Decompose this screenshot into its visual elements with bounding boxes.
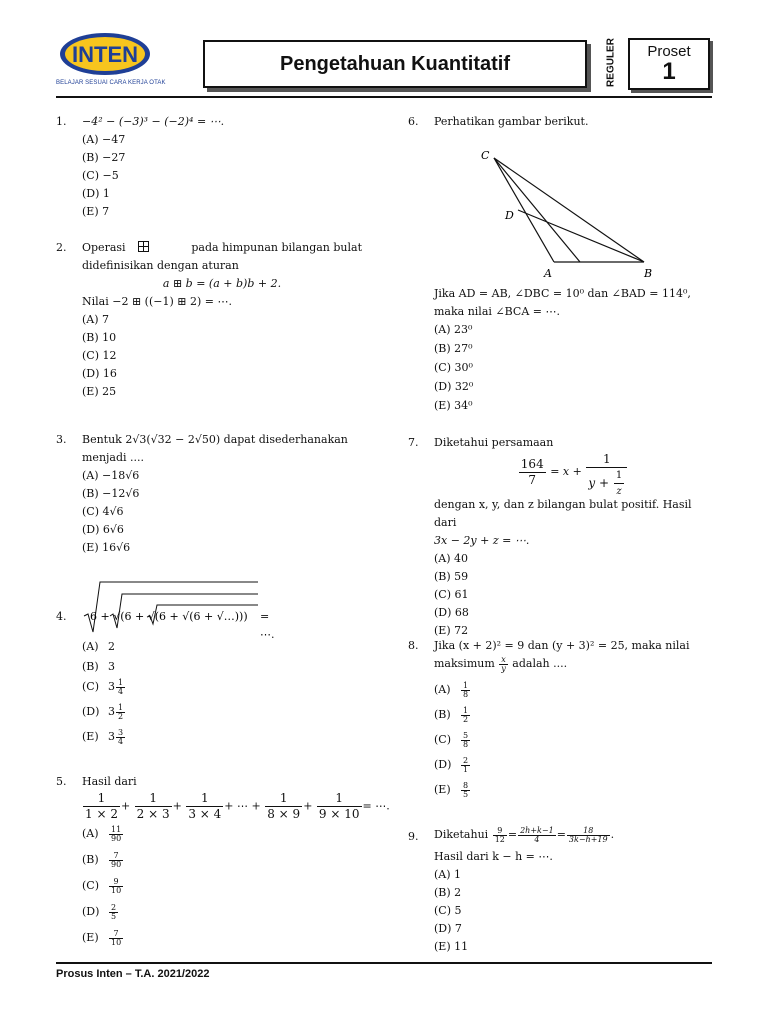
stem-line: 3x − 2y + z = ⋯. <box>434 534 530 547</box>
option-e[interactable]: (E) $\frac{8}{5}$ <box>434 780 469 799</box>
option-e[interactable]: (E) 7 <box>82 205 110 218</box>
option-d[interactable]: (D) $\frac{2}{5}$ <box>82 902 117 921</box>
option-e[interactable]: (E) 3 $\frac{3}{4}$ <box>82 727 124 746</box>
option-c[interactable]: (C) 5 <box>434 904 462 917</box>
inten-logo <box>58 30 152 78</box>
stem-line: Diketahui $\frac{9}{12}$ = $\frac{2h+k-1}{4}$ = $\frac{18}{3k-h+19}$ . <box>434 825 615 844</box>
option-d[interactable]: (D) $\frac{2}{1}$ <box>434 755 469 774</box>
option-e[interactable]: (E) $\frac{7}{10}$ <box>82 928 122 947</box>
proset-box <box>628 38 710 90</box>
stem-formula: a ⊞ b = (a + b)b + 2. <box>162 277 282 290</box>
stem-line: Jika AD = AB, ∠DBC = 10⁰ dan ∠BAD = 114⁰, <box>434 287 691 300</box>
option-a[interactable]: (A) $\frac{1}{8}$ <box>434 680 469 699</box>
question-number: 6. <box>408 115 419 128</box>
option-b[interactable]: (B) 2 <box>434 886 462 899</box>
option-d[interactable]: (D) 68 <box>434 606 469 619</box>
option-d[interactable]: (D) 3 $\frac{1}{2}$ <box>82 702 124 721</box>
stem-line: maksimum $\frac{x}{y}$ adalah .... <box>434 654 568 673</box>
option-b[interactable]: (B) 27⁰ <box>434 342 473 355</box>
stem-part: Operasi <box>82 241 126 254</box>
option-c[interactable]: (C) $\frac{9}{10}$ <box>82 876 122 895</box>
option-a[interactable]: (A) 7 <box>82 313 110 326</box>
option-a[interactable]: (A) 23⁰ <box>434 323 473 336</box>
question-number: 2. <box>56 241 67 254</box>
question-number: 8. <box>408 639 419 652</box>
option-a[interactable]: (A) −47 <box>82 133 126 146</box>
option-c[interactable]: (C) 4√6 <box>82 505 124 518</box>
option-b[interactable]: (B) $\frac{7}{90}$ <box>82 850 122 869</box>
option-c[interactable]: (C) $\frac{5}{8}$ <box>434 730 469 749</box>
question-number: 9. <box>408 830 419 843</box>
footer-text: Prosus Inten – T.A. 2021/2022 <box>56 968 210 980</box>
option-e[interactable]: (E) 72 <box>434 624 469 637</box>
stem-line: Jika (x + 2)² = 9 dan (y + 3)² = 25, maka nilai <box>434 639 690 652</box>
question-stem: −4² − (−3)³ − (−2)⁴ = ⋯. <box>82 115 225 128</box>
reguler-label: REGULER <box>605 38 617 87</box>
option-d[interactable]: (D) 16 <box>82 367 117 380</box>
option-b[interactable]: (B) 10 <box>82 331 117 344</box>
proset-label: Proset <box>647 43 691 60</box>
header-divider <box>56 96 712 98</box>
series-expression: $\frac{1}{1 \times 2}$ + $\frac{1}{2 \times 3}$ + $\frac{1}{3 \times 4}$ + ⋯ + $\frac{1}{8 \times 9}$ + $\frac{1}{9 \times 10}$ = ⋯. <box>85 791 390 821</box>
option-d[interactable]: (D) 7 <box>434 922 462 935</box>
option-a[interactable]: (A) 2 <box>82 640 115 653</box>
point-c-label: C <box>481 149 490 162</box>
option-e[interactable]: (E) 34⁰ <box>434 399 473 412</box>
stem-line: maka nilai ∠BCA = ⋯. <box>434 305 560 318</box>
box-plus-icon <box>138 241 149 252</box>
stem-question: Nilai −2 ⊞ ((−1) ⊞ 2) = ⋯. <box>82 295 232 308</box>
point-b-label: B <box>644 267 653 280</box>
option-d[interactable]: (D) 32⁰ <box>434 380 474 393</box>
option-e[interactable]: (E) 16√6 <box>82 541 131 554</box>
option-c[interactable]: (C) −5 <box>82 169 119 182</box>
title-box <box>203 40 587 88</box>
proset-number: 1 <box>662 58 676 85</box>
page-title: Pengetahuan Kuantitatif <box>279 52 510 75</box>
option-c[interactable]: (C) 12 <box>82 349 117 362</box>
option-c[interactable]: (C) 3 $\frac{1}{4}$ <box>82 677 124 696</box>
logo-tagline: BELAJAR SESUAI CARA KERJA OTAK <box>56 80 166 86</box>
option-e[interactable]: (E) 11 <box>434 940 469 953</box>
question-number: 5. <box>56 775 67 788</box>
stem-line: menjadi .... <box>82 451 145 464</box>
option-e[interactable]: (E) 25 <box>82 385 117 398</box>
logo-text: INTEN <box>72 42 138 67</box>
question-number: 1. <box>56 115 67 128</box>
option-b[interactable]: (B) $\frac{1}{2}$ <box>434 705 469 724</box>
option-c[interactable]: (C) 30⁰ <box>434 361 473 374</box>
triangle-figure <box>434 131 712 280</box>
radical-expression: 6 + √(6 + √(6 + √(6 + √…))) <box>90 610 248 623</box>
option-b[interactable]: (B) 59 <box>434 570 469 583</box>
point-d-label: D <box>505 209 514 222</box>
continued-fraction: $\frac{164}{7}$ = x + 1 y + $\frac{1}{z}$ <box>434 452 712 496</box>
stem-line: Hasil dari <box>82 775 137 788</box>
option-b[interactable]: (B) 3 <box>82 660 115 673</box>
option-d[interactable]: (D) 1 <box>82 187 110 200</box>
question-number: 4. <box>56 610 67 623</box>
option-b[interactable]: (B) −12√6 <box>82 487 140 500</box>
stem-part: pada himpunan bilangan bulat <box>191 241 362 254</box>
point-a-label: A <box>544 267 552 280</box>
stem-line: Perhatikan gambar berikut. <box>434 115 589 128</box>
option-b[interactable]: (B) −27 <box>82 151 126 164</box>
stem-line: Diketahui persamaan <box>434 436 554 449</box>
stem-tail: = ⋯. <box>260 610 275 641</box>
option-a[interactable]: (A) 40 <box>434 552 469 565</box>
question-number: 3. <box>56 433 67 446</box>
stem-line: Hasil dari k − h = ⋯. <box>434 850 553 863</box>
option-d[interactable]: (D) 6√6 <box>82 523 124 536</box>
footer-divider <box>56 962 712 964</box>
option-a[interactable]: (A) 1 <box>434 868 462 881</box>
question-number: 7. <box>408 436 419 449</box>
stem-line: didefinisikan dengan aturan <box>82 259 239 272</box>
option-a[interactable]: (A) $\frac{11}{90}$ <box>82 824 122 843</box>
option-c[interactable]: (C) 61 <box>434 588 469 601</box>
stem-line: Bentuk 2√3(√32 − 2√50) dapat disederhanakan <box>82 433 348 446</box>
option-a[interactable]: (A) −18√6 <box>82 469 140 482</box>
stem-line: dengan x, y, dan z bilangan bulat positif. Hasil dari <box>434 498 692 529</box>
nested-radical <box>82 580 262 634</box>
